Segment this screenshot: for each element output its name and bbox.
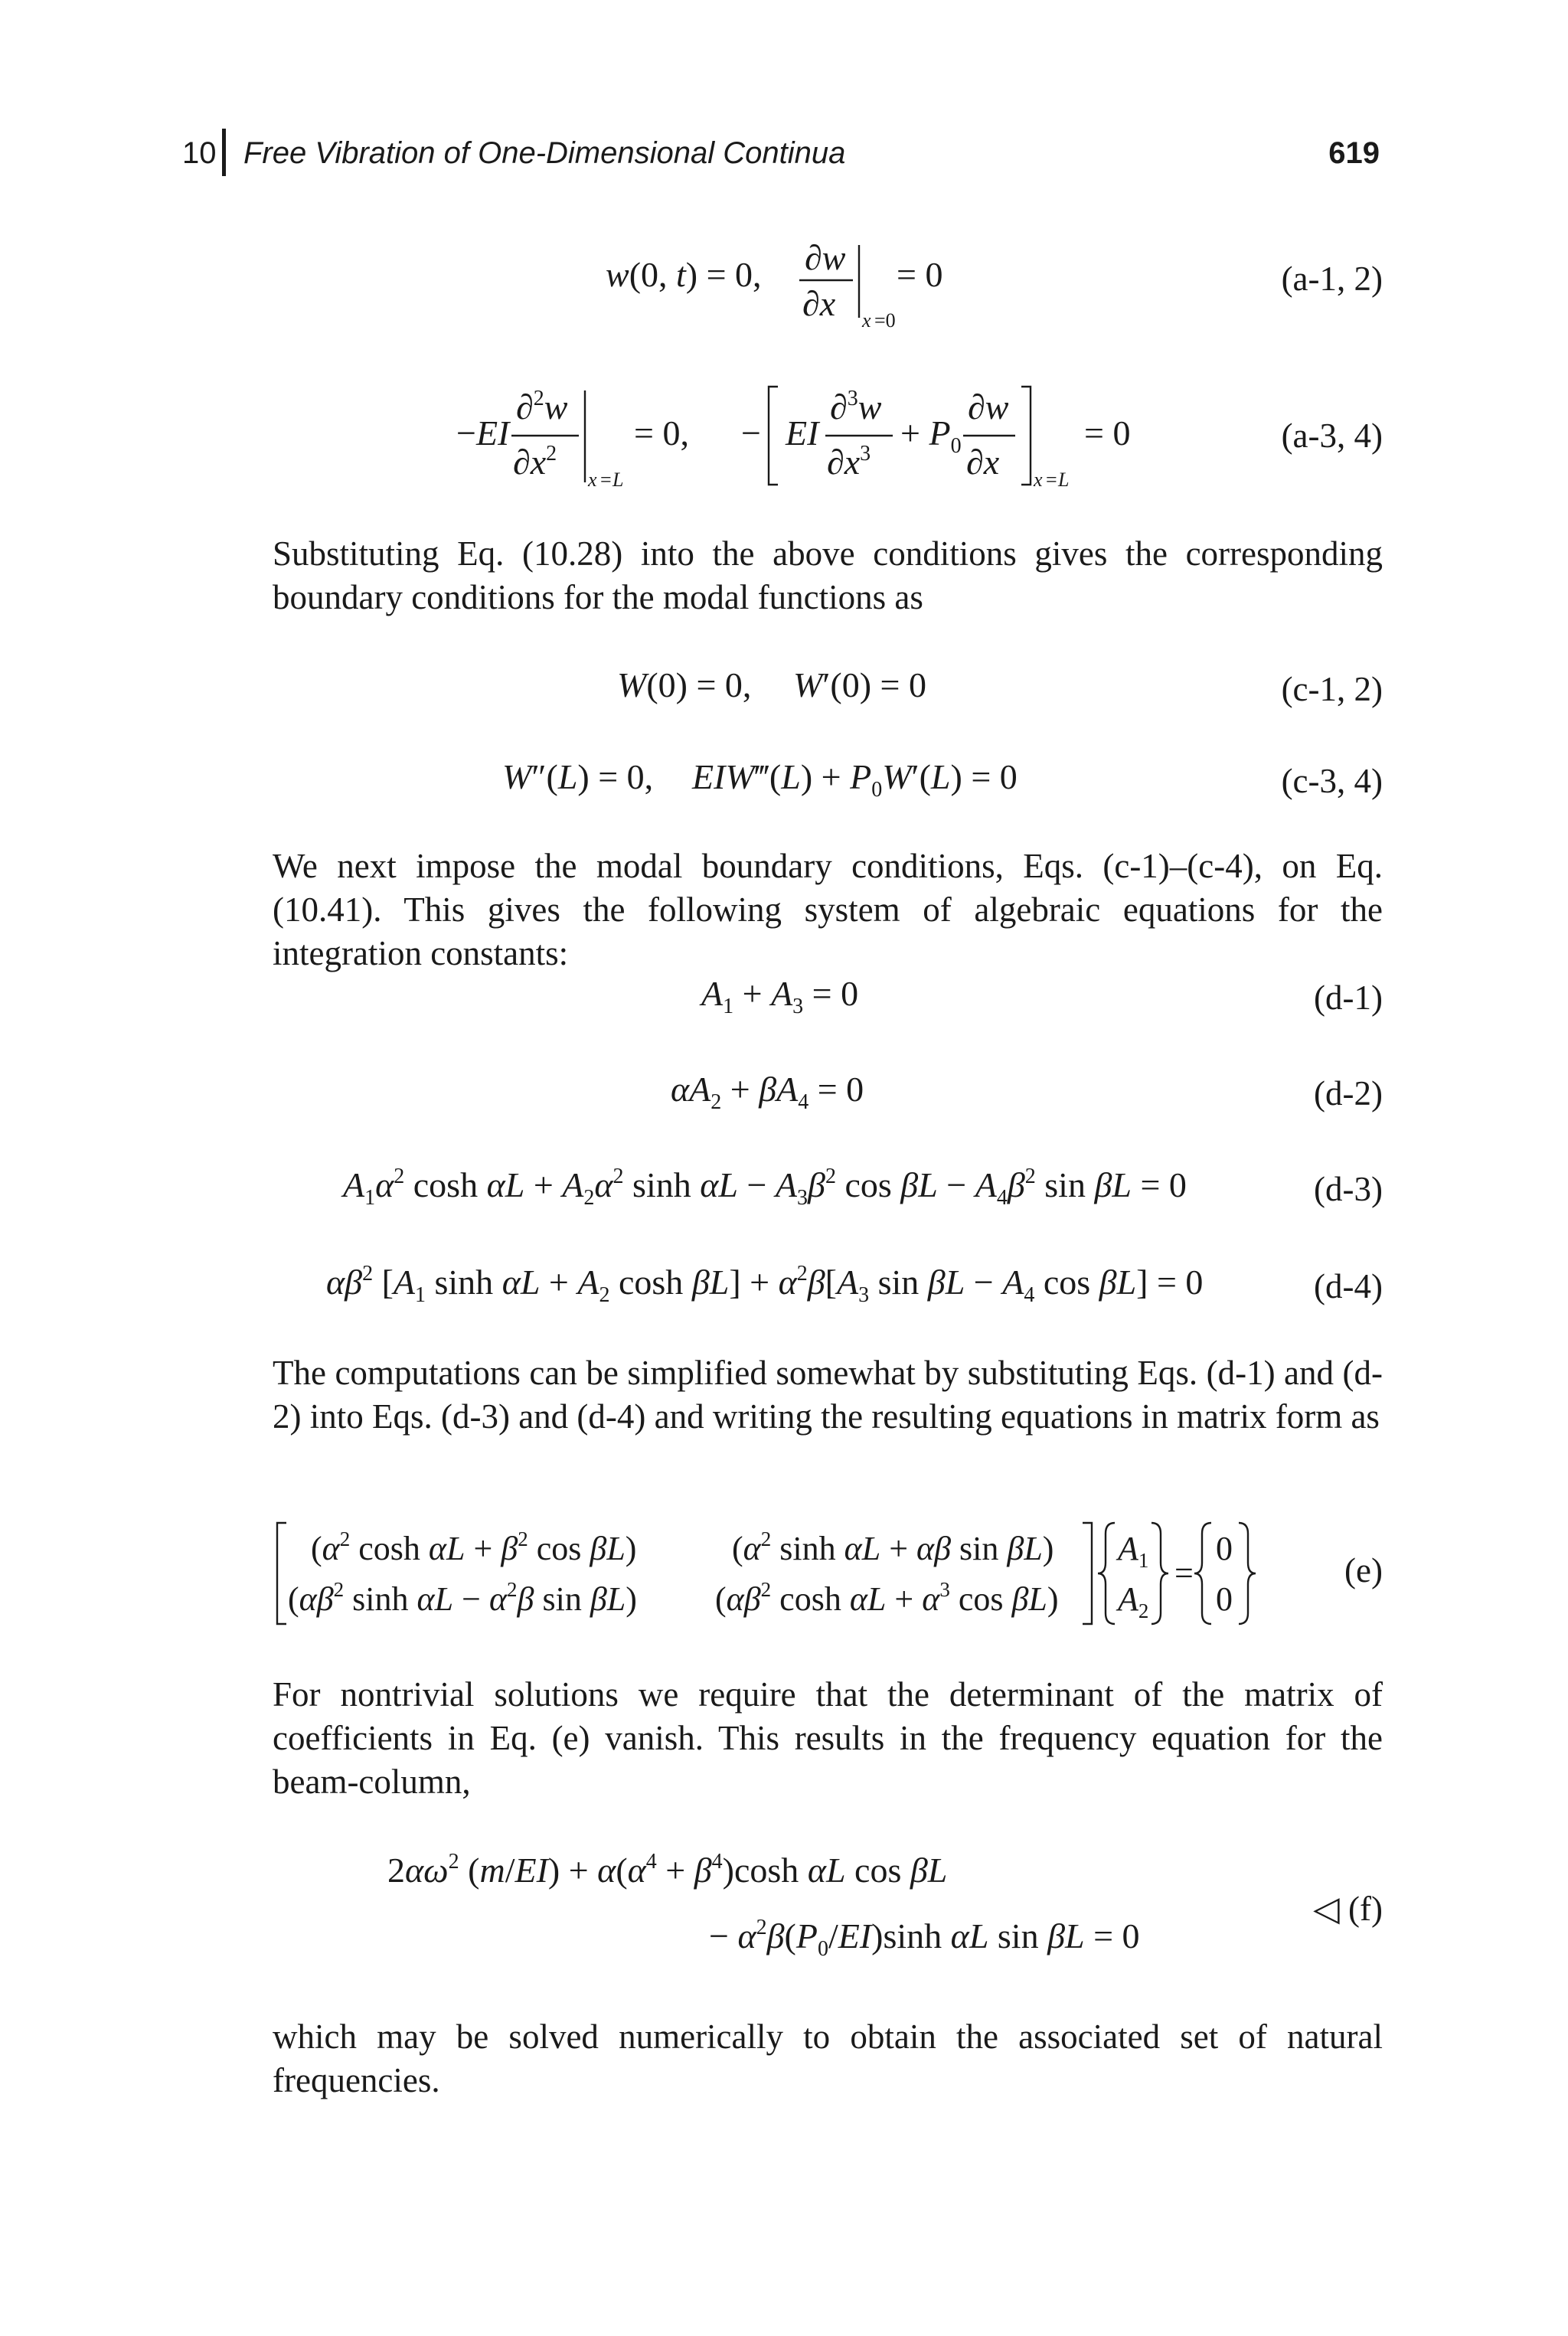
svg-text:=0: =0 (874, 309, 896, 332)
running-header (182, 129, 1380, 182)
page-number: 619 (1328, 136, 1380, 170)
svg-text:0: 0 (1216, 1530, 1233, 1567)
svg-text:EIW‴(L) + P0W′(L) = 0: EIW‴(L) + $P_0W'(L) = 0$ (692, 757, 1018, 802)
equation-a-1-2-math (273, 230, 1383, 352)
equation-f-math (273, 1838, 1383, 1975)
svg-text:∂w: ∂w (968, 387, 1009, 426)
equation-number-f: ◁ (f) (1313, 1890, 1383, 1928)
equation-a-3-4-math (273, 371, 1383, 502)
svg-text:A1α2 cosh αL + A2α2 sinh αL −: $A_1\alpha^2$ $\cosh \alpha L + A_2\alpha^2$ $\sinh \alpha L - A_3\beta^2$ $\cos \beta L - A_4\beta^2$ sin βL = 0 (343, 1165, 1187, 1210)
svg-text:(α2 sinh αL + αβ sin βL): ($\alpha^2$ sinh αL + αβ sin βL) (732, 1527, 1054, 1567)
equation-number-c-3-4: (c-3, 4) (1281, 762, 1383, 800)
svg-text:∂2w: ∂$^2$w (516, 387, 568, 426)
svg-text:∂x3: $\partial x^3$ (827, 442, 871, 482)
svg-text:2αω2 (m/EI) + α(α4 + β4)cosh α: $2\alpha\omega^2$ $(m/EI) + \alpha(\alpha^4 + \beta^4)\cosh$ αL cos βL (387, 1850, 948, 1890)
equation-d-2 (273, 1064, 1383, 1118)
svg-text:(αβ2 cosh αL + α3 cos βL): ($\alpha\beta^2$ $\cosh \alpha L + \alpha^3$ cos βL) (715, 1578, 1059, 1618)
equation-number-a-3-4: (a-3, 4) (1281, 417, 1383, 455)
paragraph-4: For nontrivial solutions we require that the determinant of the matrix of coefficients in Eq. (e) vanish. This results in the frequency equation for the beam-column, (273, 1675, 1383, 1801)
svg-text:∂x2: $\partial x^2$ (513, 442, 557, 482)
svg-text:(αβ2 sinh αL − α2β sin βL): ($\alpha\beta^2$ $\sinh \alpha L - \alpha^2\beta$ sin βL) (288, 1578, 637, 1618)
svg-text:= 0: = 0 (1084, 413, 1131, 452)
svg-text:w(0, t) = 0,: w(0, t) = 0, (606, 255, 762, 294)
equation-f (273, 1838, 1383, 1975)
equation-number-d-4: (d-4) (1314, 1267, 1383, 1305)
svg-text:0: 0 (1216, 1580, 1233, 1618)
paragraph-1: Substituting Eq. (10.28) into the above conditions gives the corresponding boundary conditions for the modal functions as (273, 534, 1383, 616)
header-divider (222, 129, 226, 176)
paragraph-2: We next impose the modal boundary conditions, Eqs. (c-1)–(c-4), on Eq. (10.41). This gives the following system of algebraic equations for the integration constants: (273, 847, 1383, 972)
svg-text:∂3w: ∂$^3$w (830, 387, 882, 426)
svg-text:EI: EI (786, 413, 819, 452)
svg-text:= 0: = 0 (897, 255, 943, 294)
equation-c-1-2 (273, 658, 1383, 712)
svg-text:A1 + A3 = 0: $A_1 + A_3 = 0$ (701, 974, 859, 1018)
svg-text:∂x: ∂x (802, 284, 836, 323)
svg-text:− α2β(P0/EI)sinh αL sin βL = 0: − $\alpha^2\beta(P_0/EI)\sinh$ αL sin βL = 0 (709, 1916, 1140, 1961)
svg-text:W′(0) = 0: W′(0) = 0 (793, 665, 926, 704)
svg-text:x: x (1034, 469, 1043, 491)
svg-text:x: x (862, 309, 871, 332)
equation-number-d-2: (d-2) (1314, 1074, 1383, 1112)
svg-text:+ P0: + $P_0$ (900, 413, 962, 458)
equation-c-3-4-math (273, 750, 1383, 804)
paragraph-3: The computations can be simplified somewhat by substituting Eqs. (d-1) and (d-2) into Eqs. (d-3) and (d-4) and writing the resulting equations in matrix form as (273, 1354, 1383, 1436)
equation-c-3-4 (273, 750, 1383, 804)
equation-d-4 (273, 1254, 1383, 1315)
equation-number-d-1: (d-1) (1314, 979, 1383, 1017)
paragraph-5: which may be solved numerically to obtain the associated set of natural frequencies. (273, 2017, 1383, 2099)
svg-text:=: = (1046, 469, 1057, 491)
equation-d-1 (273, 969, 1383, 1022)
equation-a-3-4 (273, 371, 1383, 502)
svg-text:αA2 + βA4 = 0: $\alpha A_2 + \beta A_4 = 0$ (671, 1070, 864, 1114)
equation-d-1-math (273, 969, 1383, 1022)
svg-text:−EI: −EI (456, 413, 510, 452)
equation-a-1-2 (273, 230, 1383, 352)
svg-text:W(0) = 0,: W(0) = 0, (617, 665, 752, 704)
svg-text:−: − (741, 413, 761, 452)
svg-text:x: x (588, 469, 597, 491)
equation-number-c-1-2: (c-1, 2) (1281, 670, 1383, 708)
equation-c-1-2-math (273, 658, 1383, 712)
svg-text:αβ2 [A1 sinh αL + A2 cosh βL]: $\alpha\beta^2$ [$A_1$ $\sinh \alpha L + A_2$ $\cosh \beta L] + \alpha^2\beta[A_3$ $\sin \beta L - A_4$ cos βL] = 0 (326, 1262, 1204, 1307)
equation-e-math (273, 1512, 1383, 1635)
svg-text:=: = (1174, 1554, 1194, 1592)
svg-text:A2: $A_2$ (1118, 1580, 1149, 1622)
svg-text:∂x: ∂x (966, 443, 1000, 482)
chapter-number: 10 (182, 136, 217, 170)
svg-text:=: = (600, 469, 612, 491)
equation-d-3 (273, 1160, 1383, 1214)
svg-text:A1: $A_1$ (1118, 1530, 1149, 1572)
equation-d-2-math (273, 1064, 1383, 1118)
equation-number-a-1-2: (a-1, 2) (1281, 260, 1383, 298)
equation-number-e: (e) (1344, 1551, 1383, 1589)
svg-text:(α2 cosh αL + β2 cos βL): ($\alpha^2$ $\cosh \alpha L + \beta^2$ cos βL) (311, 1527, 637, 1567)
equation-d-3-math (273, 1160, 1383, 1214)
chapter-title: Free Vibration of One-Dimensional Continua (243, 136, 846, 170)
equation-number-d-3: (d-3) (1314, 1170, 1383, 1208)
svg-text:∂w: ∂w (805, 238, 846, 277)
equation-e (273, 1512, 1383, 1635)
svg-text:= 0,: = 0, (634, 413, 689, 452)
svg-text:L: L (612, 469, 624, 491)
svg-text:W″(L) = 0,: W″(L) = 0, (502, 757, 654, 796)
svg-text:L: L (1058, 469, 1070, 491)
equation-d-4-math (273, 1254, 1383, 1315)
